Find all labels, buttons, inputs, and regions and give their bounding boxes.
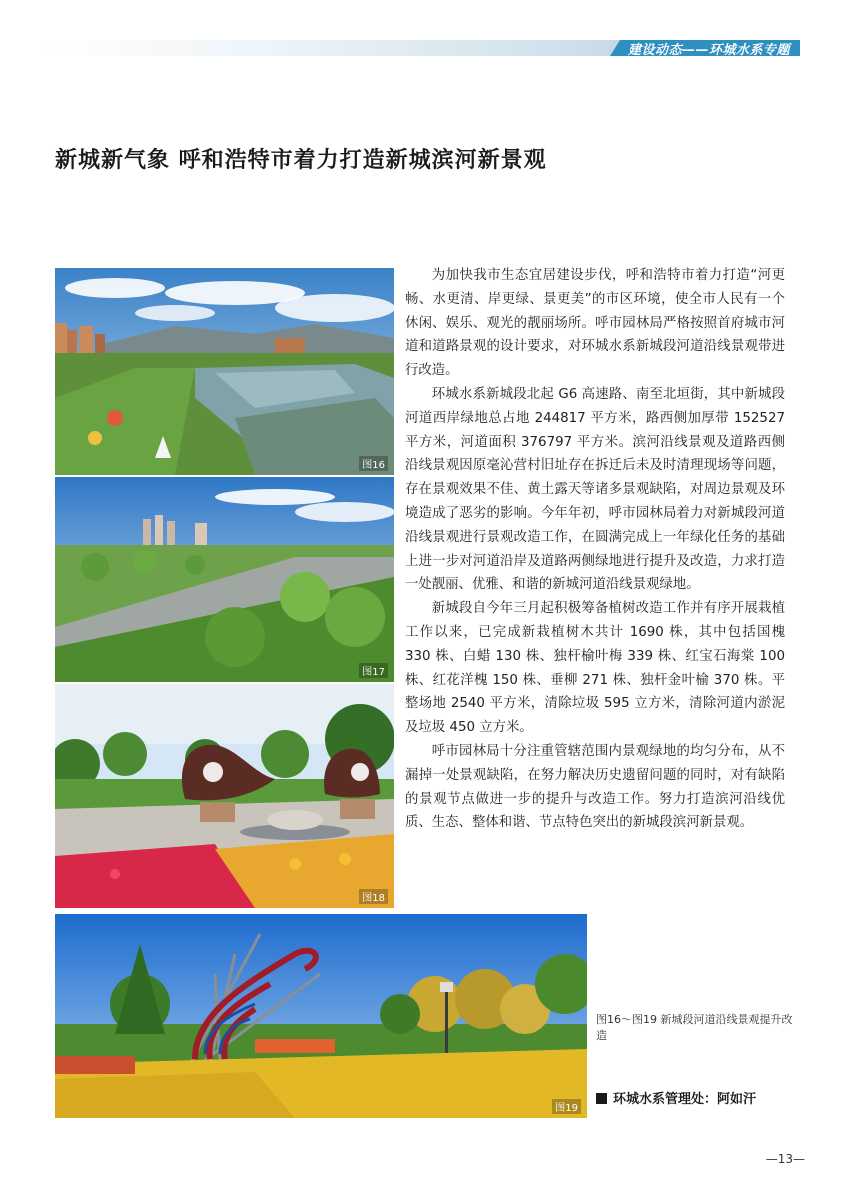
photo-18-label: 图18 [359, 889, 388, 904]
square-bullet-icon [596, 1093, 607, 1104]
photo-19-illustration [55, 914, 587, 1118]
author-name: 环城水系管理处：阿如汗 [613, 1092, 757, 1107]
author-line [596, 1088, 756, 1107]
photo-18 [55, 684, 394, 908]
photo-16 [55, 268, 394, 475]
photo-17 [55, 477, 394, 682]
photo-17-label: 图17 [359, 663, 388, 678]
article-title: 新城新气象 呼和浩特市着力打造新城滨河新景观 [55, 148, 547, 173]
figure-caption: 图16～图19 新城段河道沿线景观提升改造 [596, 1013, 793, 1042]
article-body [405, 264, 785, 835]
paragraph-1: 为加快我市生态宜居建设步伐，呼和浩特市着力打造“河更畅、水更清、岸更绿、景更美”的市区环境，使全市人民有一个休闲、娱乐、观光的靓丽场所。呼市园林局严格按照首府城市河道和道路景观的设计要求，对环城水系新城段河道沿线景观带进行改造。 [405, 268, 785, 379]
section-header: 建设动态——环城水系专题 [627, 43, 790, 58]
photo-19-label: 图19 [552, 1099, 581, 1114]
paragraph-3: 新城段自今年三月起积极筹备植树改造工作并有序开展栽植工作以来，已完成新栽植树木共计 1690 株，其中包括国槐 330 株、白蜡 130 株、独杆榆叶梅 339 株、红宝石海棠 100 株、红花洋槐 150 株、垂柳 271 株、独杆金叶榆 370 株。平整场地 2540 平方米，清除垃圾 595 立方米，清除河道内淤泥及垃圾 450 立方米。 [405, 601, 785, 736]
paragraph-4: 呼市园林局十分注重管辖范围内景观绿地的均匀分布，从不漏掉一处景观缺陷，在努力解决历史遗留问题的同时，对有缺陷的景观节点做进一步的提升与改造工作。努力打造滨河沿线优质、生态、整体和谐、节点特色突出的新城段滨河新景观。 [405, 743, 785, 831]
photo-18-illustration [55, 684, 394, 908]
photo-16-label: 图16 [359, 456, 388, 471]
page-number: —13— [765, 1152, 805, 1166]
photo-19 [55, 914, 587, 1118]
photo-17-illustration [55, 477, 394, 682]
paragraph-2: 环城水系新城段北起 G6 高速路、南至北垣街，其中新城段河道西岸绿地总占地 244817 平方米，路西侧加厚带 152527 平方米，河道面积 376797 平方米。滨河沿线景观及道路西侧沿线景观因原毫沁营村旧址存在拆迁后未及时清理现场等问题，存在景观效果不佳、黄土露天等诸多景观缺陷，对周边景观及环境造成了恶劣的影响。今年年初，呼市园林局着力对新城段河道沿线景观进行景观改造工作，在圆满完成上一年绿化任务的基础上进一步对河道沿岸及道路两侧绿地进行提升及改造，力求打造一处靓丽、优雅、和谐的新城河道沿线景观绿地。 [405, 386, 785, 593]
photo-16-illustration [55, 268, 394, 475]
